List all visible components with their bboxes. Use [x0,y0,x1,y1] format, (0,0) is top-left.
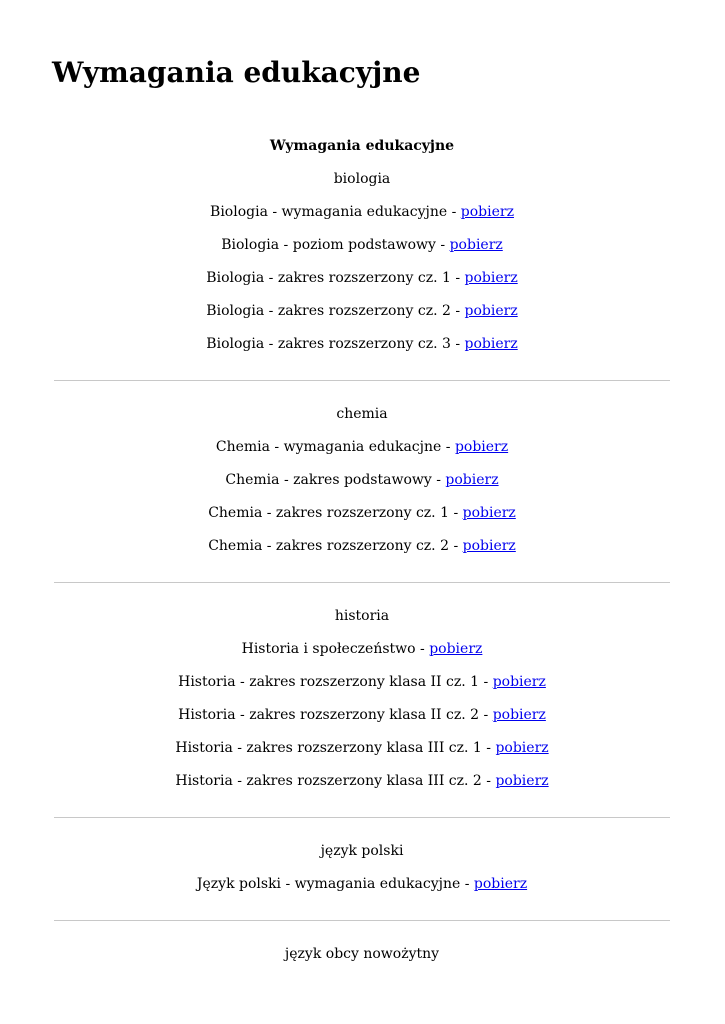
file-label: Historia i społeczeństwo - [241,641,430,657]
section-heading: język polski [320,843,404,859]
download-link[interactable]: pobierz [454,439,509,455]
download-link[interactable]: pobierz [464,336,518,352]
content-title: Wymagania edukacyjne [269,138,455,154]
download-link[interactable]: pobierz [464,270,518,286]
file-item [54,868,670,901]
file-label: Chemia - zakres podstawowy - [225,472,446,488]
file-item [54,666,670,699]
download-link[interactable]: pobierz [492,707,546,723]
section-biologia [54,163,670,361]
file-item [54,229,670,262]
download-link[interactable]: pobierz [492,674,546,690]
download-link[interactable]: pobierz [460,204,514,220]
file-label: Historia - zakres rozszerzony klasa II cz. 1 - [178,674,493,690]
download-link[interactable]: pobierz [473,876,528,892]
file-item [54,497,670,530]
download-link[interactable]: pobierz [462,505,516,521]
download-link[interactable]: pobierz [449,237,503,253]
file-label: Biologia - zakres rozszerzony cz. 2 - [206,303,465,319]
section-historia [54,600,670,798]
file-item [54,196,670,229]
file-label: Chemia - wymagania edukacjne - [215,439,455,455]
file-item [54,699,670,732]
download-link[interactable]: pobierz [429,641,483,657]
file-item [54,633,670,666]
file-label: Biologia - zakres rozszerzony cz. 1 - [206,270,465,286]
section-jezyk-polski [54,835,670,901]
section-heading: historia [334,608,390,624]
download-link[interactable]: pobierz [462,538,516,554]
page-title: Wymagania edukacyjne [52,56,421,89]
section-jezyk-obcy [54,938,670,971]
file-item [54,464,670,497]
file-item [54,765,670,798]
section-heading: język obcy nowożytny [284,946,440,962]
section-chemia [54,398,670,563]
file-item [54,530,670,563]
download-link[interactable]: pobierz [495,740,549,756]
file-label: Biologia - wymagania edukacyjne - [210,204,461,220]
file-item [54,732,670,765]
file-label: Historia - zakres rozszerzony klasa III cz. 2 - [175,773,496,789]
file-label: Historia - zakres rozszerzony klasa II cz. 2 - [178,707,493,723]
file-item [54,328,670,361]
file-label: Historia - zakres rozszerzony klasa III cz. 1 - [175,740,496,756]
file-label: Biologia - zakres rozszerzony cz. 3 - [206,336,465,352]
section-heading: chemia [336,406,388,422]
download-link[interactable]: pobierz [464,303,518,319]
file-label: Język polski - wymagania edukacyjne - [196,876,474,892]
file-label: Biologia - poziom podstawowy - [221,237,450,253]
file-label: Chemia - zakres rozszerzony cz. 1 - [208,505,463,521]
file-label: Chemia - zakres rozszerzony cz. 2 - [208,538,463,554]
file-item [54,262,670,295]
file-item [54,431,670,464]
file-item [54,295,670,328]
requirements-content [54,130,670,971]
download-link[interactable]: pobierz [495,773,549,789]
download-link[interactable]: pobierz [445,472,499,488]
section-heading: biologia [333,171,391,187]
